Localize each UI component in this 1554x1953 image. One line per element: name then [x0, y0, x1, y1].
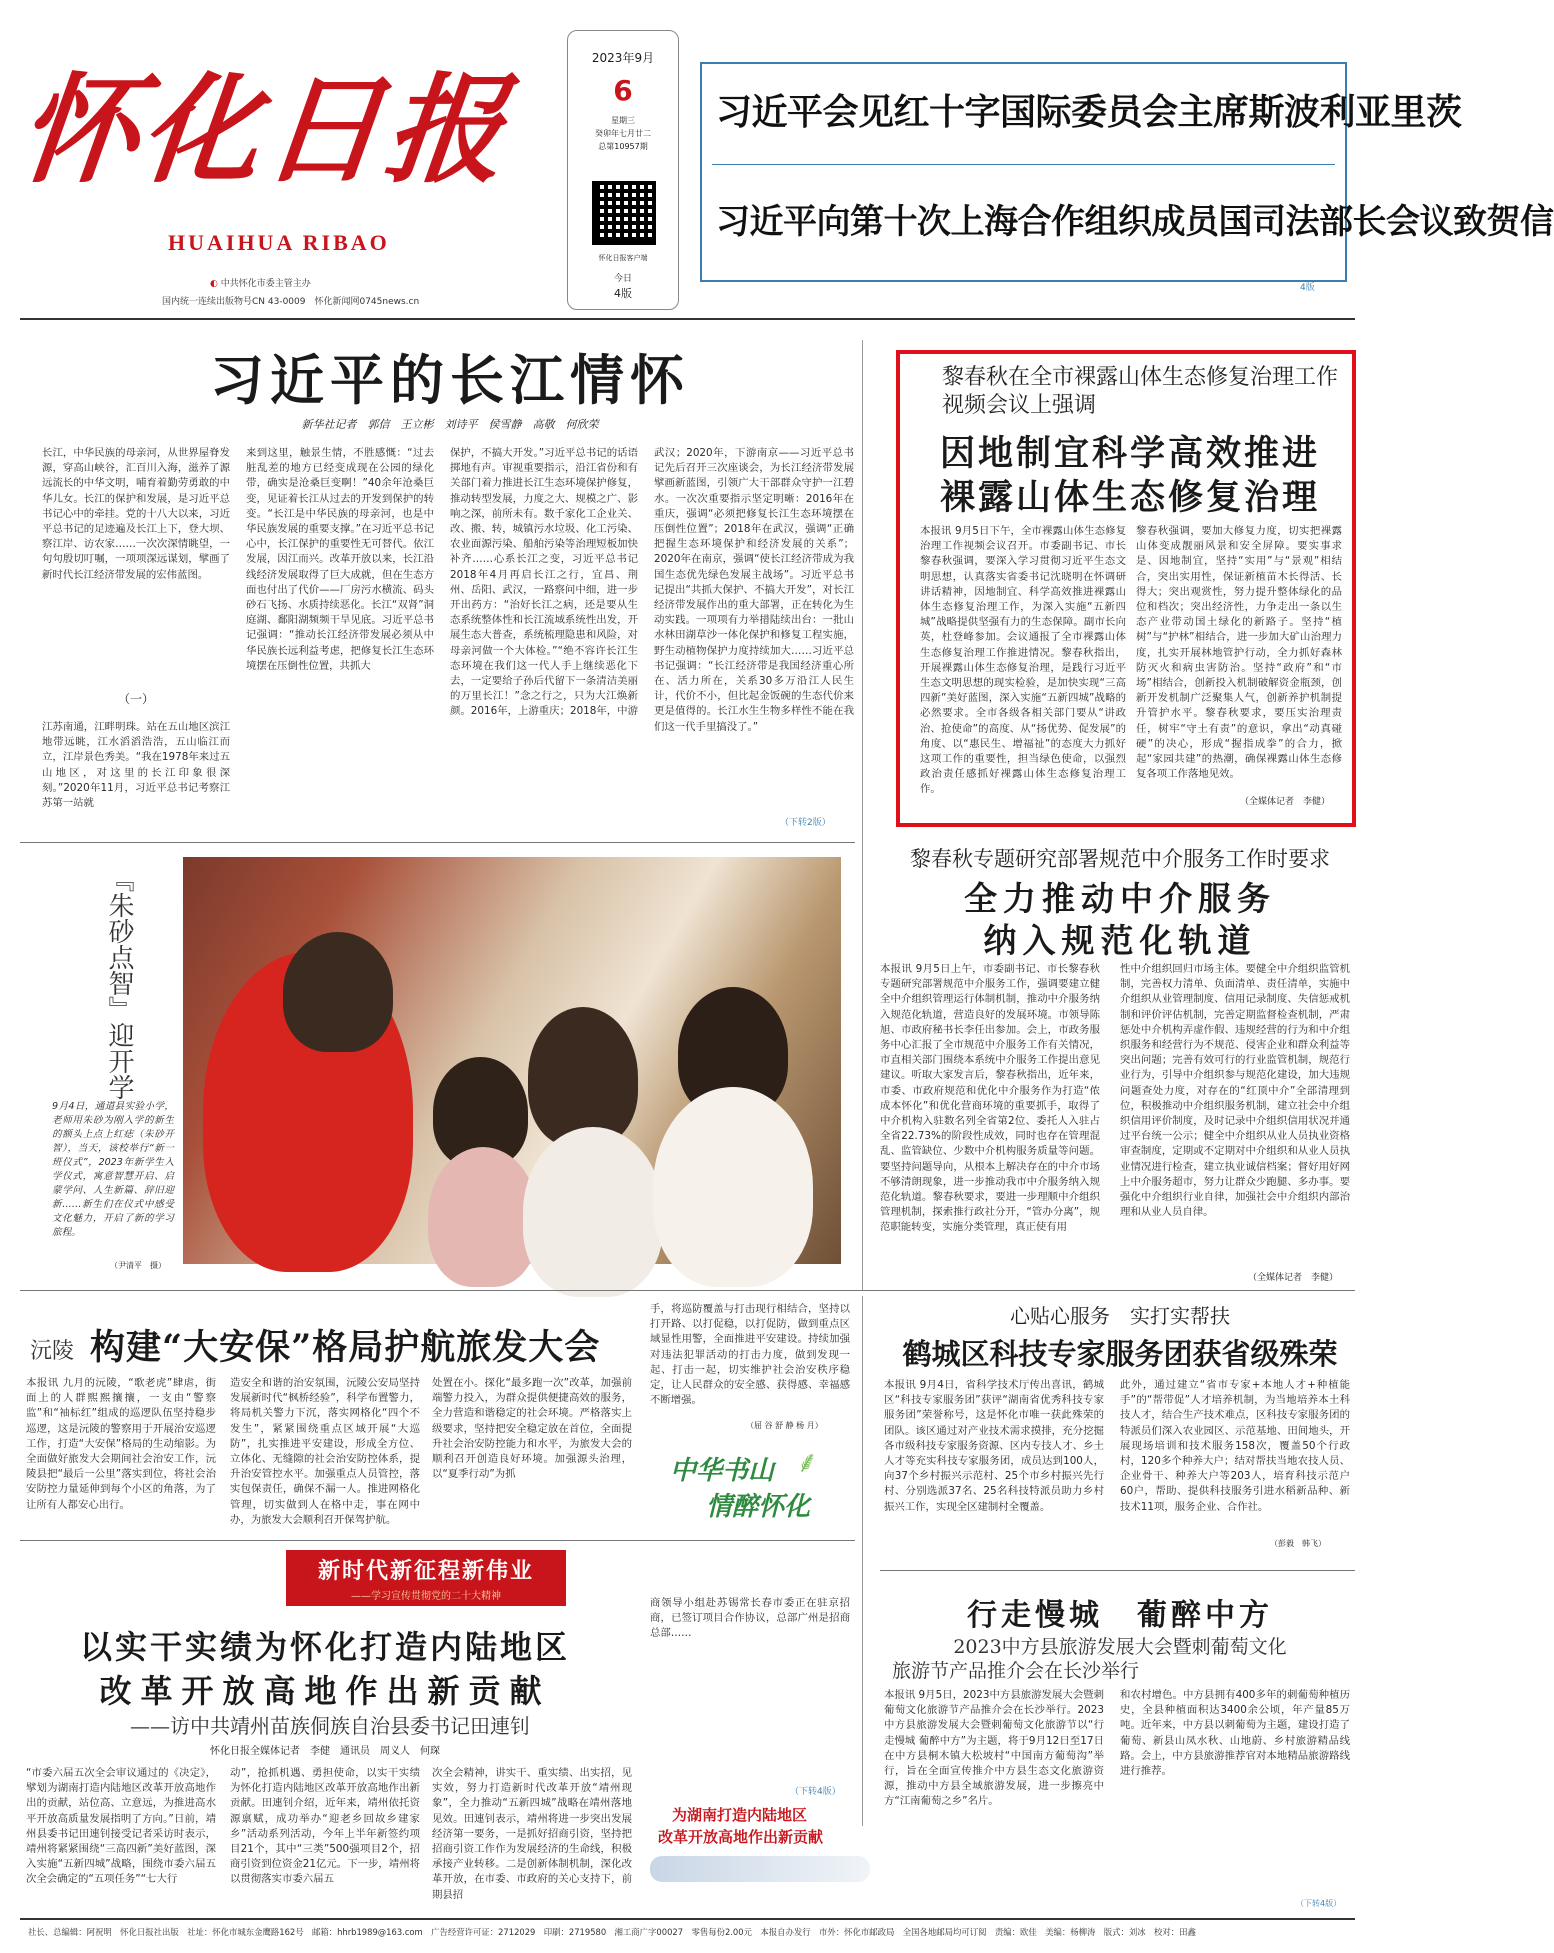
red-title-2[interactable]: 裸露山体生态修复治理	[939, 477, 1320, 518]
masthead-rule	[20, 318, 1355, 320]
footer-imprint: 社长、总编辑：阿祝明 怀化日报社出版 社址：怀化市城东金鹰路162号 邮箱：hhrb1989@163.com 广告经营许可证：2712029 印刷：2719580 湘工商广字00027 零售每份2.00元 本报自办发行 市外：怀化市邮政局 全国各地邮局均可订阅 责编：欧佳 美编：杨柳涛 版式：刘冰 校对：田鑫	[28, 1927, 1196, 1937]
teacher-head	[283, 932, 393, 1052]
child-body-3	[653, 1087, 813, 1287]
jingzhou-title-2[interactable]: 改革开放高地作出新贡献	[99, 1672, 551, 1710]
section-rule	[880, 1570, 1355, 1571]
red-credit: （全媒体记者 李健）	[1240, 797, 1331, 807]
theme-banner-title: 新时代新征程新伟业	[317, 1558, 534, 1584]
lead-col-1: 长江，中华民族的母亲河，从世界屋脊发源，穿高山峡谷，汇百川入海，滋养了源远流长的中华文明，哺育着勤劳勇敢的中华儿女。长江的保护和发展，是习近平总书记心中的牵挂。党的十八大以来，习近平总书记的足迹遍及长江上下，登大坝、察江岸、访农家……一次次深情眺望，一句句殷切叮嘱，一项项深远谋划，擘画了新时代长江经济带发展的宏伟蓝图。	[42, 447, 230, 581]
promo-stamp	[666, 1440, 836, 1526]
theme-banner	[286, 1550, 566, 1606]
date-box	[567, 30, 679, 310]
section-rule	[20, 1290, 1355, 1291]
lead-byline: 新华社记者 郭信 王立彬 刘诗平 侯雪静 高敬 何欣荣	[301, 418, 599, 431]
footer-rule	[20, 1918, 1355, 1920]
top-headlines-box	[700, 62, 1554, 282]
agency-kicker: 黎春秋专题研究部署规范中介服务工作时要求	[910, 847, 1330, 871]
jingzhou-col-3: 次全会精神，讲实干、重实绩、出实招，见实效，努力打造新时代改革开放“靖州现象”，全力推动“五新四城”战略在靖州落地见效。田連钊表示，靖州将进一步突出发展经济第一要务，一是抓好招商引资，坚持把招商引资工作作为发展经济的生命线，积极承接产业转移。二是创新体制机制，深化改革开放，在市委、市政府的关心支持下，前期县招	[432, 1767, 632, 1901]
column-divider	[862, 340, 863, 1290]
train-icon	[650, 1856, 870, 1882]
red-col-2: 黎春秋强调，要加大修复力度，切实把裸露山体变成靓丽风景和安全屏障。要实事求是、因地制宜，坚持“实用”与“景观”相结合，突出实用性，保证新植苗木长得活、长得大；突出观赏性，努力提升整体绿化的品位和档次；突出经济性，力争走出一条以生态产业带动国土绿化的新路子。坚持“植树”与“护林”相结合，进一步加大矿山治理力度，扎实开展林地管护行动，全力抓好森林防灭火和病虫害防治。坚持“政府”和“市场”相结合，创新投入机制破解资金瓶颈，创新开发机制广泛聚集人气，创新养护机制提升管护水平。黎春秋要求，要压实治理责任，树牢“守土有责”的意识，拿出“动真碰硬”的决心，形成“握指成拳”的合力，掀起“家园共建”的热潮，确保裸露山体生态修复各项工作落地见效。	[1136, 525, 1342, 781]
photo-caption: 9月4日，通道县实验小学，老师用朱砂为刚入学的新生的额头上点上红痣（朱砂开智），当天，该校举行“新一班仪式”，2023年新学生入学仪式，寓意智慧开启、启蒙学问、人生新篇、辞旧迎新……新生们在仪式中感受文化魅力，开启了新的学习旅程。	[52, 1101, 174, 1238]
child-body-2	[523, 1127, 663, 1297]
yuanling-col-3: 处置在小。探化“最多跑一次”改革，加强前端警力投入，为群众提供便捷高效的服务，全力营造和谐稳定的社会环境。严格落实上级要求，坚持把安全稳定放在首位，全面提升社会治安防控能力和水平，为旅发大会的顺利召开创造良好环境。加强源头治理，以“夏季行动”为抓	[432, 1377, 632, 1481]
jingzhou-subtitle: ——访中共靖州苗族侗族自治县委书记田連钊	[130, 1714, 530, 1738]
piece-credit: （屈 谷 舒 静 杨 月）	[746, 1421, 823, 1430]
agency-credit: （全媒体记者 李健）	[1248, 1273, 1339, 1283]
pages-label: 今日	[613, 274, 632, 284]
piece-text: 手，将巡防覆盖与打击现行相结合，坚持以打开路、以打促稳，以打促防，做到重点区域显性用警，全面推进平安建设。持续加强对违法犯罪活动的打击力度，做到发现一起、打击一起，切实维护社会治安秩序稳定，让人民群众的安全感、获得感、幸福感不断增强。	[650, 1303, 850, 1407]
agency-title-2[interactable]: 纳入规范化轨道	[983, 921, 1257, 960]
news-photo[interactable]	[183, 857, 841, 1264]
column-divider	[862, 1296, 863, 1826]
qr-caption: 怀化日报客户端	[598, 254, 648, 262]
jingzhou-col-2: 动”，抢抓机遇、勇担使命，以实干实绩为怀化打造内陆地区改革开放高地作出新贡献。田連钊介绍，近年来，靖州依托资源禀赋，成功举办“迎老乡回故乡建家乡”活动系列活动，今年上半年新签约项目21个，其中“三类”500强项目2个，招商引资到位资金21亿元。下一步，靖州将以贯彻落实市委六届五	[230, 1767, 420, 1886]
lead-col-4: 武汉；2020年，下游南京——习近平总书记先后召开三次座谈会，为长江经济带发展擘画新蓝图，引领广大干部群众守护一江碧水。一次次重要指示坚定明晰：2016年在重庆，强调“必须把修复长江生态环境摆在压倒性位置”；2018年在武汉，强调“正确把握生态环境保护和经济发展的关系”；2020年在南京，强调“使长江经济带成为我国生态优先绿色发展主战场”。习近平总书记提出“共抓大保护、不搞大开发”，对长江经济带发展作出的重大部署，正在转化为生动实践。一项项有力举措陆续出台：一批山水林田湖草沙一体化保护和修复工程实施，野生动植物保护力度持续加大……习近平总书记强调：“长江经济带是我国经济重心所在、活力所在，关系30多万沿江人民生计，代价不小，但比起金饭碗的生态代价来更是值得的。长江水生生物多样性不能在我们这一代手里搞没了。”	[654, 447, 854, 733]
zhongfang-sub-2: 旅游节产品推介会在长沙举行	[892, 1660, 1140, 1682]
party-emblem-icon: ◐	[210, 279, 218, 289]
jingzhou-col-4: 商领导小组赴苏锡常长春市委正在驻京招商，已签订项目合作协议，总部广州是招商总部……	[650, 1597, 850, 1640]
zhongfang-col-2: 和农村增色。中方县拥有400多年的刺葡萄种植历史，全县种植面积达3400余公顷，年产量85万吨。近年来，中方县以刺葡萄为主题，建设打造了葡萄、新县山凤水秋、山地蔚、乡村旅游精品线路。会上，中方县旅游推荐官对本地精品旅游路线进行推荐。	[1120, 1689, 1350, 1778]
bamboo-icon: ⸙	[796, 1445, 819, 1480]
top-headlines-note: 4版	[1300, 283, 1315, 293]
hecheng-title[interactable]: 鹤城区科技专家服务团获省级殊荣	[902, 1337, 1338, 1371]
qr-code-icon[interactable]	[592, 181, 656, 245]
masthead-logo: 怀化日报	[12, 60, 516, 199]
hunan-line-2: 改革开放高地作出新贡献	[658, 1828, 824, 1846]
jingzhou-col-1: “市委六届五次全会审议通过的《决定》，擘划为湖南打造内陆地区改革开放高地作出的贡献，站位高、立意远，为推进高水平开放高质量发展指明了方向。”日前，靖州县委书记田連钊接受记者采访时表示，靖州将紧紧围绕“三高四新”美好蓝图，深入实施“五新四城”战略，围绕市委六届五次全会确定的“五项任务”“七大行	[26, 1767, 216, 1886]
agency-title-1[interactable]: 全力推动中介服务	[964, 879, 1276, 918]
lead-col-2: 来到这里，触景生情，不胜感慨：“过去脏乱差的地方已经变成现在公园的绿化带，确实是沧桑巨变啊！”40余年沧桑巨变，见证着长江从过去的开发到保护的转变。“长江是中华民族的母亲河，也是中华民族发展的重要支撑。”在习近平总书记心中，长江保护的重要性无可替代。依江发展，因江而兴。改革开放以来，长江沿线经济发展取得了巨大成就，但在生态方面也付出了代价——厂房污水横流、码头砂石飞扬、水质持续恶化。长江“双肾”洞庭湖、鄱阳湖频频干旱见底。习近平总书记强调：“推动长江经济带发展必须从中华民族长远利益考虑，把修复长江生态环境摆在压倒性位置，共抓大	[246, 447, 434, 672]
highlight-box	[896, 350, 1356, 827]
zhongfang-continued[interactable]: （下转4版）	[1296, 1899, 1342, 1908]
photo-credit: （尹清平 摄）	[110, 1261, 166, 1270]
top-headline-2[interactable]: 习近平向第十次上海合作组织成员国司法部长会议致贺信	[716, 202, 1554, 242]
red-title-1[interactable]: 因地制宜科学高效推进	[939, 433, 1320, 474]
jingzhou-continued[interactable]: （下转4版）	[790, 1787, 841, 1797]
hecheng-col-2: 此外，通过建立“省市专家+本地人才+种植能手”的“帮带促”人才培养机制，为当地培养本土科技人才，结合生产技术难点，区科技专家服务团的特派员们深入农业园区、示范基地、田间地头，开展现场培训和技术服务158次，覆盖50个行政村，120多个种养大户；结对帮扶当地农技人员、企业骨干、种养大户等203人，培育科技示范户60户，帮助、提供科技服务引进水稻新品种、新技术11项，服务企业、合作社。	[1120, 1379, 1350, 1513]
zhongfang-title[interactable]: 行走慢城 葡醉中方	[967, 1598, 1273, 1633]
zhongfang-col-1: 本报讯 9月5日，2023中方县旅游发展大会暨刺葡萄文化旅游节产品推介会在长沙举行。2023中方县旅游发展大会暨刺葡萄文化旅游节以“行走慢城 葡醉中方”为主题，将于9月12日至17日在中方县桐木镇大松坡村“中国南方葡萄沟”举行，旨在全面宣传推介中方县生态文化旅游资源，推动中方县全域旅游发展，进一步擦亮中方“江南葡萄之乡”名片。	[884, 1689, 1104, 1808]
stamp-line-2: 情醉怀化	[706, 1492, 811, 1522]
child-head-2	[528, 1007, 638, 1147]
issn-line: 国内统一连续出版物号CN 43-0009 怀化新闻网0745news.cn	[162, 297, 420, 307]
jingzhou-title-1[interactable]: 以实干实绩为怀化打造内陆地区	[79, 1628, 570, 1666]
jingzhou-byline: 怀化日报全媒体记者 李健 通讯员 周义人 何琛	[210, 1746, 440, 1757]
lead-title[interactable]: 习近平的长江情怀	[210, 348, 690, 412]
yuanling-col-1: 本报讯 九月的沅陵，“歌老虎”肆虐，街面上的人群熙熙攘攘，一支由“警察监”和“袖标红”组成的巡逻队伍坚持稳步巡逻，这是沅陵的警察用于开展治安巡逻工作，打造“大安保”格局的生动缩影。为全面做好旅发大会期间社会治安工作，沅陵县把“最后一公里”落实到位，将社会治安防控力量延伸到每个小区的角落，为了让所有人都安心出行。	[26, 1377, 216, 1511]
issue-number: 总第10957期	[598, 142, 648, 151]
hecheng-credit: （彭毅 韩飞）	[1270, 1539, 1326, 1548]
child-body-1	[428, 1147, 538, 1287]
red-kicker: 黎春秋在全市裸露山体生态修复治理工作视频会议上强调	[942, 365, 1339, 418]
stamp-line-1: 中华书山	[670, 1456, 775, 1486]
lunar-date: 癸卯年七月廿二	[595, 129, 651, 138]
hecheng-kicker: 心贴心服务 实打实帮扶	[1010, 1304, 1230, 1328]
photo-vertical-title[interactable]: 『朱砂点智』迎开学	[104, 866, 134, 1100]
yuanling-col-2: 造安全和谐的治安氛围，沅陵公安局坚持发展新时代“枫桥经验”，科学布置警力，将局机关警力下沉，落实网格化“四个不发生”，紧紧围绕重点区域开展“大巡防”，扎实推进平安建设，形成全方位、立体化、无缝隙的社会治安防控体系，提升治安管控水平。加强重点人员管控，落实包保责任，确保不漏一人。推进网格化管理，切实做到人在格中走，事在网中办，为旅发大会顺利召开保驾护航。	[230, 1377, 420, 1526]
section-rule	[20, 1540, 855, 1541]
yuanling-place: 沅陵	[30, 1339, 75, 1364]
hecheng-col-1: 本报讯 9月4日，省科学技术厅传出喜讯，鹤城区“科技专家服务团”获评“湖南省优秀科技专家服务团”荣誉称号，这是怀化市唯一获此殊荣的团队。该区通过对产业技术需求摸排，充分挖掘各市级科技专家服务资源、区内专技人才、乡土人才等充实科技专家服务团，成员达到100人，向37个乡村振兴示范村、25个市乡村振兴先行村、分别选派37名、25名科技特派员助力乡村振兴工作，实现全区建制村全覆盖。	[884, 1379, 1104, 1513]
date-line: 2023年9月	[591, 51, 655, 65]
section-rule	[20, 842, 855, 843]
top-headline-1[interactable]: 习近平会见红十字国际委员会主席斯波利亚里茨	[716, 91, 1462, 133]
divider	[712, 164, 1335, 165]
lead-continued[interactable]: （下转2版）	[780, 818, 831, 828]
red-col-1: 本报讯 9月5日下午，全市裸露山体生态修复治理工作视频会议召开。市委副书记、市长黎春秋强调，要深入学习贯彻习近平生态文明思想，认真落实省委书记沈晓明在怀调研讲话精神，因地制宜、科学高效推进裸露山体生态修复治理工作，为深入实施“五新四城”战略提供坚强有力的生态保障。副市长向英，杜登峰参加。会议通报了全市裸露山体生态修复治理工作推进情况。黎春秋指出，开展裸露山体生态修复治理，是践行习近平生态文明思想的现实检验，是加快实现“三高四新”美好蓝图，深入实施“五新四城”战略的必然要求。全市各级各相关部门要从“讲政治、抢使命”的高度、从“扬优势、促发展”的角度、以“惠民生、增福祉”的态度大力抓好这项工作的重要性，担当绿色使命，以强烈政治责任感抓好裸露山体生态修复治理工作。	[920, 525, 1126, 796]
lead-col-3: 保护，不搞大开发。”习近平总书记的话语掷地有声。审视重要指示，沿江省份和有关部门着力推进长江生态环境保护修复，推动转型发展，力度之大、规模之广、影响之深，前所未有。数千家化工企业关、改、搬、转，城镇污水垃圾、化工污染、农业面源污染、船舶污染等治理短板加快补齐……心系长江之变，习近平总书记2018年4月再启长江之行，宜昌、荆州、岳阳、武汉，一路察问中细，进一步开出药方：“治好长江之病，还是要从生态系统整体性和长江流域系统性出发，开展生态大普查，系统梳理隐患和风险，对母亲河做一个大体检。”“绝不容许长江生态环境在我们这一代人手上继续恶化下去，一定要给子孙后代留下一条清洁美丽的万里长江！”念之行之，只为大江焕新颜。2016年，上游重庆；2018年，中游	[450, 447, 638, 718]
masthead-pinyin: HUAIHUA RIBAO	[168, 230, 390, 255]
day-number: 6	[613, 74, 633, 107]
sponsor-line: ◐ 中共怀化市委主管主办	[210, 279, 311, 289]
promo-banner-hunan	[640, 1796, 880, 1892]
yuanling-title[interactable]: 构建“大安保”格局护航旅发大会	[90, 1327, 601, 1368]
theme-banner-subtitle: ——学习宣传贯彻党的二十大精神	[351, 1591, 501, 1602]
lead-col-1b: 江苏南通，江畔明珠。站在五山地区滨江地带远眺，江水滔滔浩浩，五山临江而立，江岸景色秀美。“我在1978年来过五山地区，对这里的长江印象很深刻。”2020年11月，习近平总书记考察江苏第一站就	[42, 721, 230, 810]
weekday: 星期三	[611, 116, 635, 125]
agency-col-1: 本报讯 9月5日上午，市委副书记、市长黎春秋专题研究部署规范中介服务工作，强调要建立健全中介组织管理运行体制机制，推动中介服务纳入规范化轨道，营造良好的发展环境。市领导陈旭、市政府秘书长李任出参加。会上，市政务服务中心汇报了全市规范中介服务工作有关情况，市直相关部门围绕本系统中介服务工作提出意见建议。听取大家发言后，黎春秋指出，近年来，市委、市政府规范和优化中介服务作为打造“侬成本怀化”和优化营商环境的重要抓手，取得了中介机构入驻数名列全省第2位、委托人入驻占全省22.73%的阶段性成效，同时也存在管理混乱、监管缺位、少数中介机构服务质量等问题。要坚持问题导向，从根本上解决存在的中介市场不够清朗现象，进一步推动我市中介服务纳入规范化轨道。黎春秋要求，要进一步理顺中介组织管理机制，探索推行政社分开，“管办分离”，规范职能转变，实施分类管理，真正使有用	[880, 963, 1100, 1234]
agency-col-2: 性中介组织回归市场主体。要健全中介组织监管机制，完善权力清单、负面清单、责任清单，实施中介组织从业管理制度、信用记录制度、失信惩戒机制和评价评估机制，完善定期监督检查机制，严肃惩处中介机构弄虚作假、违规经营的行为和中介组织服务和经营行为不规范、侵害企业和群众利益等突出问题；完善有效可行的行业监管机制，规范行业行为，引导中介组织参与规范化建设，加大违规问题查处力度，对存在的“红顶中介”全部清理到位，积极推动中介组织服务机制，建立社会中介组织信用评价制度，及时记录中介组织信用状况并通过平台统一公示；健全中介组织从业人员执业资格审查制度，定期或不定期对中介组织和从业人员执业情况进行检查，建立执业诚信档案；督好用好网上中介服务超市，努力让群众少跑腿、多办事。要强化中介组织行业自律，加强社会中介组织内部治理和从业人员自律。	[1120, 963, 1350, 1219]
hunan-line-1: 为湖南打造内陆地区	[672, 1806, 808, 1824]
zhongfang-sub-1: 2023中方县旅游发展大会暨刺葡萄文化	[953, 1636, 1287, 1658]
pages-count: 4版	[614, 287, 632, 300]
lead-section-marker: （一）	[117, 692, 154, 706]
